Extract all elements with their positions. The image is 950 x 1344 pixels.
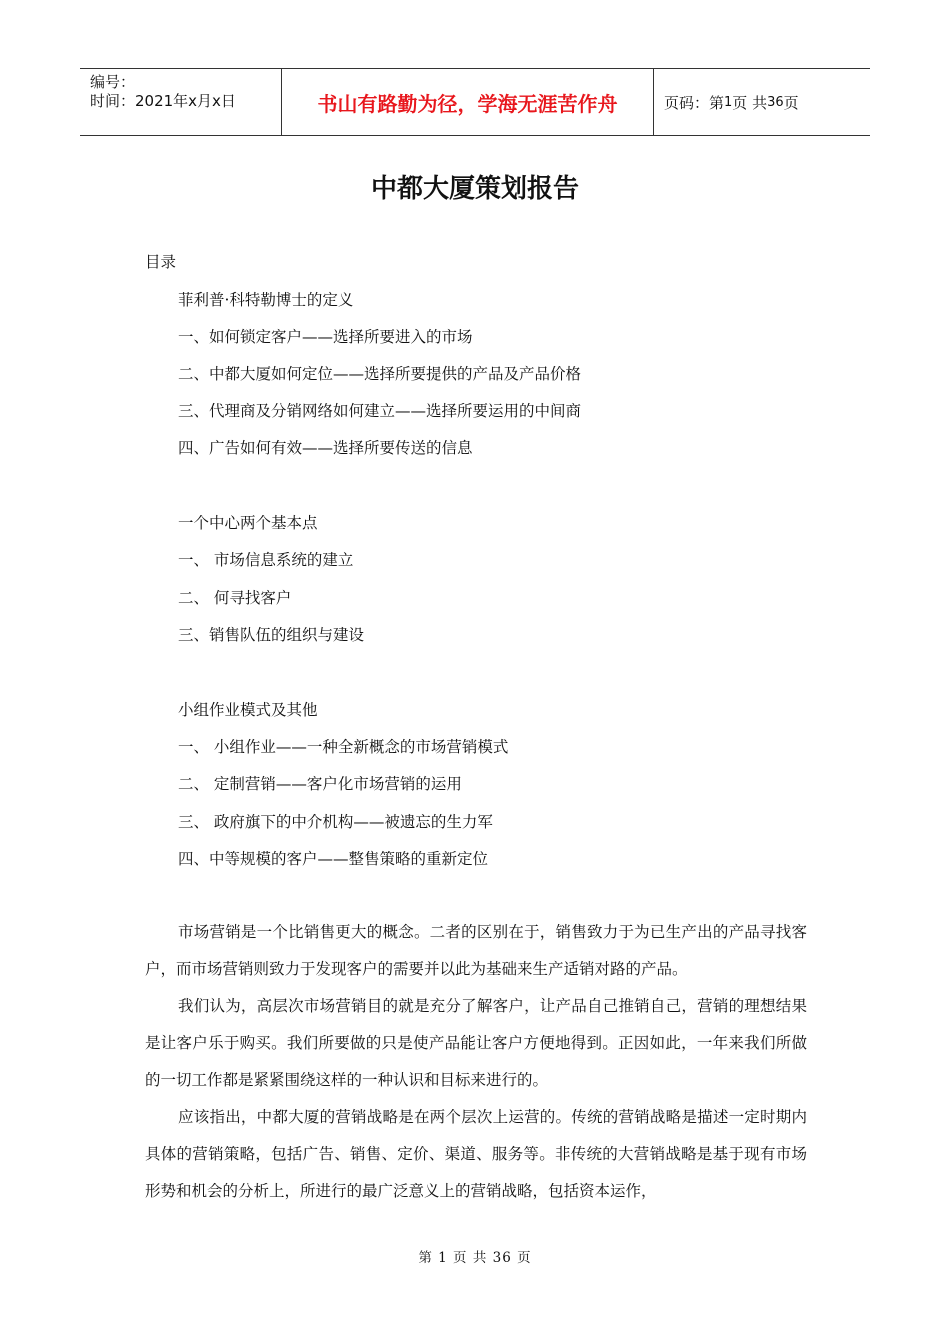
header-number-label: 编号： <box>90 73 136 91</box>
header-page-num: 1 <box>724 94 733 110</box>
toc-group3-intro: 小组作业模式及其他 <box>178 701 318 719</box>
toc-item: 四、中等规模的客户——整售策略的重新定位 <box>178 850 489 868</box>
header-page-total: 36 <box>767 94 784 110</box>
header-page-end: 页 <box>783 93 799 112</box>
header-page-label: 页码：第 <box>664 93 725 112</box>
body-paragraph: 市场营销是一个比销售更大的概念。二者的区别在于，销售致力于为已生产出的产品寻找客户，而市场营销则致力于发现客户的需要并以此为基础来生产适销对路的产品。 <box>145 923 807 978</box>
header-motto-cell <box>282 69 654 135</box>
toc-item: 一、 市场信息系统的建立 <box>178 551 354 569</box>
toc-item: 一、 小组作业——一种全新概念的市场营销模式 <box>178 738 509 756</box>
toc-item: 三、 政府旗下的中介机构——被遗忘的生力军 <box>178 813 493 831</box>
header-page-mid: 页 共 <box>732 93 768 112</box>
toc-group1-intro: 菲利普·科特勒博士的定义 <box>178 291 354 309</box>
toc-heading: 目录 <box>145 253 177 271</box>
toc-item: 二、中都大厦如何定位——选择所要提供的产品及产品价格 <box>178 365 582 383</box>
page-header <box>80 68 870 136</box>
header-page-info <box>654 69 870 135</box>
document-title: 中都大厦策划报告 <box>370 174 579 204</box>
toc-item: 二、 何寻找客户 <box>178 589 292 607</box>
body-paragraph: 应该指出，中都大厦的营销战略是在两个层次上运营的。传统的营销战略是描述一定时期内具体的营销策略，包括广告、销售、定价、渠道、服务等。非传统的大营销战略是基于现有市场形势和机会的分析上，所进行的最广泛意义上的营销战略，包括资本运作， <box>145 1108 807 1200</box>
toc-group2-intro: 一个中心两个基本点 <box>178 514 318 532</box>
header-meta <box>80 69 282 135</box>
toc-item: 四、广告如何有效——选择所要传送的信息 <box>178 439 473 457</box>
page-footer: 第 1 页 共 36 页 <box>418 1250 532 1266</box>
toc-item: 一、如何锁定客户——选择所要进入的市场 <box>178 328 473 346</box>
body-paragraph: 我们认为，高层次市场营销目的就是充分了解客户，让产品自己推销自己，营销的理想结果是让客户乐于购买。我们所要做的只是使产品能让客户方便地得到。正因如此，一年来我们所做的一切工作都是紧紧围绕这样的一种认识和目标来进行的。 <box>145 997 807 1089</box>
header-motto: 书山有路勤为径，学海无涯苦作舟 <box>317 91 618 116</box>
header-time-label: 时间：2021年x月x日 <box>90 92 236 110</box>
toc-item: 二、 定制营销——客户化市场营销的运用 <box>178 775 462 793</box>
toc-item: 三、销售队伍的组织与建设 <box>178 626 365 644</box>
toc-item: 三、代理商及分销网络如何建立——选择所要运用的中间商 <box>178 402 582 420</box>
